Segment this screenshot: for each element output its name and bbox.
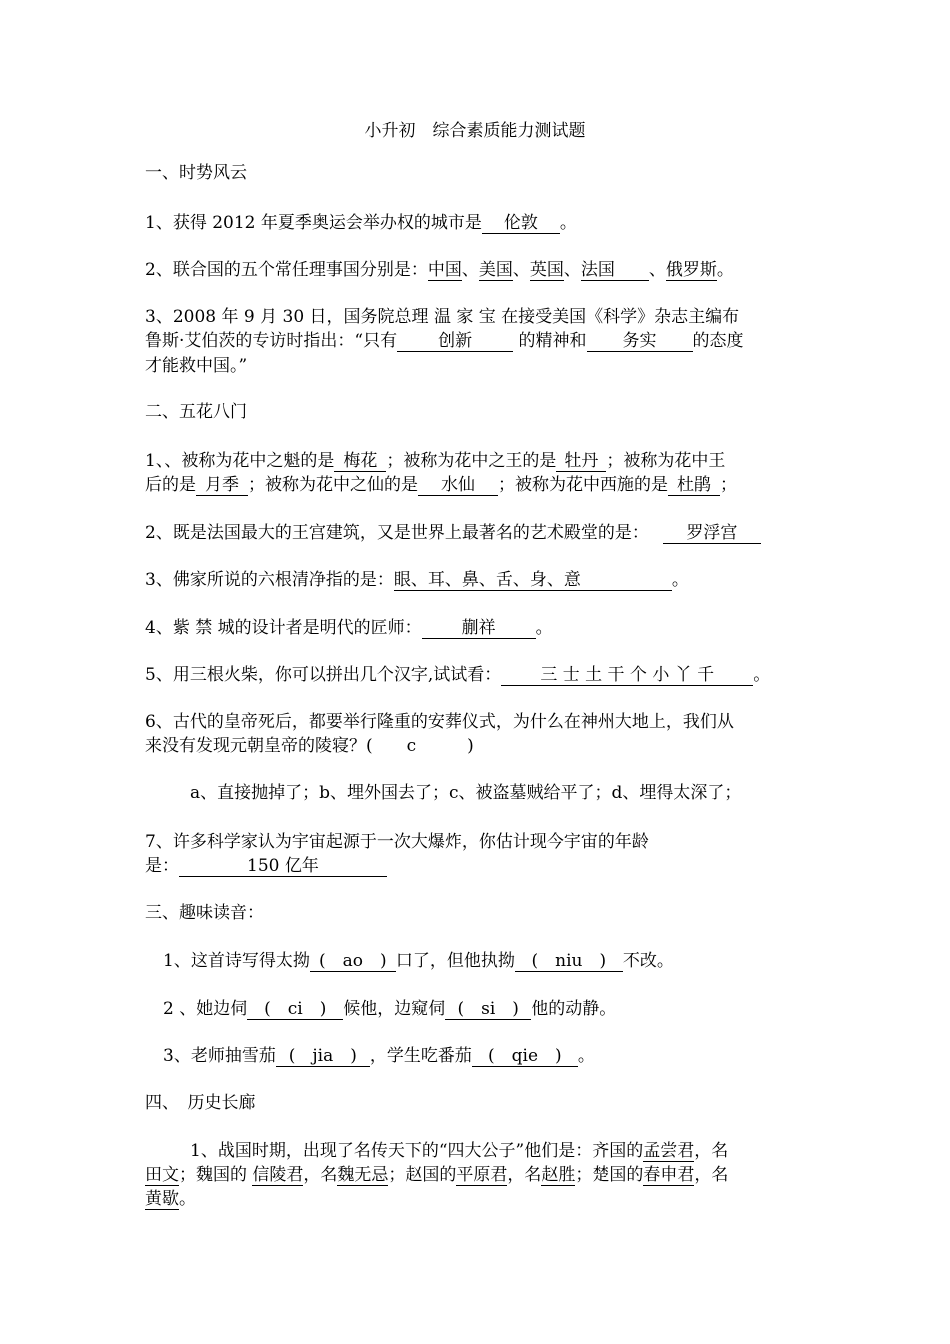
s1-q3-mid: 的精神和 — [518, 331, 587, 351]
s4-q1-chu: ；楚国的 — [575, 1165, 644, 1185]
s2-q2-answer: 罗浮宫 — [663, 523, 761, 544]
s1-q1-text: 1、获得 2012 年夏季奥运会举办权的城市是 — [145, 213, 482, 233]
s2-q3-text: 3、佛家所说的六根清净指的是： — [145, 570, 394, 590]
s2-q5-end: 。 — [753, 665, 771, 685]
section-3-heading: 三、趣味读音： — [145, 903, 264, 923]
s2-q7-answer: 150 亿年 — [179, 856, 387, 877]
s1-question-2 — [145, 259, 734, 281]
s1-q2-answer-2: 美国 — [478, 260, 513, 280]
s2-q2-text: 2、既是法国最大的王宫建筑，又是世界上最著名的艺术殿堂的是： — [145, 523, 649, 543]
s3-question-1 — [163, 950, 674, 972]
s2-q1-c: ；被称为花中王 — [606, 451, 726, 471]
s3-q2-text: 2 、她边伺 — [163, 999, 248, 1019]
s4-answer-mengchangjun: 孟尝君 — [643, 1141, 695, 1161]
s4-answer-huangxie: 黄歇 — [145, 1189, 179, 1209]
s1-q1-answer: 伦敦 — [482, 213, 560, 234]
s2-q7-line-2 — [145, 855, 387, 877]
s1-q2-end: 。 — [716, 260, 734, 280]
s2-q3-answer: 眼、耳、鼻、舌、身、意 — [394, 570, 672, 591]
s4-q1-ming: ，名 — [694, 1141, 729, 1161]
s2-q4-end: 。 — [535, 618, 553, 638]
s2-q1-answer-4: 水仙 — [418, 475, 498, 496]
s2-q1-e: ；被称为花中之仙的是 — [248, 475, 418, 495]
s3-question-3 — [163, 1045, 595, 1067]
sep: 、 — [512, 260, 530, 280]
s2-question-5 — [145, 664, 770, 686]
s2-q1-d: 后的是 — [145, 475, 196, 495]
s4-answer-chunshenjun: 春申君 — [643, 1165, 695, 1185]
s2-question-2 — [145, 522, 761, 544]
s2-q7-line-1: 7、许多科学家认为宇宙起源于一次大爆炸，你估计现今宇宙的年龄 — [145, 832, 649, 852]
s2-question-3 — [145, 569, 689, 591]
s4-q1-end: 。 — [179, 1189, 196, 1209]
s2-q5-text: 5、用三根火柴，你可以拼出几个汉字,试试看： — [145, 665, 502, 685]
s1-q3-text: 鲁斯·艾伯茨的专访时指出：“只有 — [145, 331, 398, 351]
s2-q1-g: ； — [720, 475, 737, 495]
s3-q1-mid: 口了，但他执拗 — [395, 951, 515, 971]
sep: 、 — [563, 260, 581, 280]
s3-q3-text: 3、老师抽雪茄 — [163, 1046, 276, 1066]
s3-question-2 — [163, 998, 616, 1020]
s3-q3-answer-2: ( qie ) — [472, 1046, 578, 1067]
s4-q1-text: 1、战国时期，出现了名传天下的“四大公子”他们是：齐国的 — [190, 1141, 644, 1161]
s3-q3-mid: ，学生吃番茄 — [369, 1046, 472, 1066]
s1-question-1 — [145, 212, 577, 234]
s2-q1-line-2 — [145, 474, 737, 496]
s1-q2-answer-5: 俄罗斯 — [665, 260, 717, 280]
s1-q2-text: 2、联合国的五个常任理事国分别是： — [145, 260, 428, 280]
s3-q3-answer-1: ( jia ) — [276, 1046, 370, 1067]
s4-q1-line-3 — [145, 1188, 196, 1210]
s1-q2-answer-4: 法国 — [581, 260, 649, 281]
s4-answer-weiwuji: 魏无忌 — [337, 1165, 389, 1185]
s4-answer-xinlingjun: 信陵君 — [252, 1165, 304, 1185]
s3-q3-end: 。 — [577, 1046, 595, 1066]
s2-q3-end: 。 — [671, 570, 689, 590]
s2-q1-answer-3: 月季 — [196, 475, 248, 496]
s2-q1-line-1 — [145, 450, 725, 472]
s2-q1-answer-2: 牡丹 — [556, 451, 606, 472]
s4-answer-tianwen: 田文 — [145, 1165, 179, 1185]
s2-q6-line-1: 6、古代的皇帝死后，都要举行隆重的安葬仪式，为什么在神州大地上，我们从 — [145, 712, 734, 732]
section-4-heading: 四、 历史长廊 — [145, 1093, 256, 1113]
s2-q1-text: 1、、被称为花中之魁的是 — [145, 451, 335, 471]
s1-q1-end: 。 — [559, 213, 577, 233]
s3-q1-answer-2: ( niu ) — [515, 951, 623, 972]
s1-q3-line-1: 3、2008 年 9 月 30 日，国务院总理 温 家 宝 在接受美国《科学》杂志主编布 — [145, 307, 740, 327]
s1-q3-line-2 — [145, 330, 744, 352]
s3-q2-mid: 候他，边窥伺 — [343, 999, 446, 1019]
s2-q1-b: ；被称为花中之王的是 — [386, 451, 557, 471]
s1-q2-answer-3: 英国 — [529, 260, 564, 280]
s1-q2-answer-1: 中国 — [427, 260, 462, 280]
s3-q1-answer-1: ( ao ) — [310, 951, 396, 972]
s4-answer-zhaosheng: 赵胜 — [541, 1165, 576, 1185]
s4-q1-line-2 — [145, 1164, 728, 1186]
s3-q1-end: 不改。 — [622, 951, 674, 971]
s4-q1-ming: ，名 — [303, 1165, 338, 1185]
s4-q1-zhao: ；赵国的 — [388, 1165, 457, 1185]
s2-q1-answer-5: 杜鹃 — [668, 475, 720, 496]
sep: 、 — [461, 260, 479, 280]
s2-q4-answer: 蒯祥 — [422, 618, 536, 639]
s3-q2-end: 他的动静。 — [531, 999, 617, 1019]
s3-q2-answer-1: ( ci ) — [247, 999, 343, 1020]
s3-q2-answer-2: ( si ) — [445, 999, 531, 1020]
sep: 、 — [648, 260, 666, 280]
s2-q6-options: a、直接抛掉了；b、埋外国去了；c、被盗墓贼给平了；d、埋得太深了； — [190, 783, 742, 803]
s4-q1-ming: ，名 — [507, 1165, 542, 1185]
s1-q3-answer-1: 创新 — [397, 331, 513, 352]
s4-q1-line-1 — [190, 1140, 728, 1162]
section-1-heading: 一、时势风云 — [145, 163, 247, 183]
page-title: 小升初 综合素质能力测试题 — [364, 121, 586, 141]
s2-q1-answer-1: 梅花 — [334, 451, 386, 472]
s4-q1-wei: ；魏国的 — [179, 1165, 247, 1185]
s2-question-4 — [145, 617, 553, 639]
s2-q5-answer: 三 士 土 干 个 小 丫 千 — [501, 665, 753, 686]
s2-q1-f: ；被称为花中西施的是 — [498, 475, 668, 495]
s4-answer-pingyuanjun: 平原君 — [456, 1165, 508, 1185]
s1-q3-end: 的态度 — [692, 331, 744, 351]
s4-q1-ming: ，名 — [694, 1165, 729, 1185]
s1-q3-answer-2: 务实 — [587, 331, 693, 352]
s1-q3-line-3: 才能救中国。” — [145, 356, 248, 376]
section-2-heading: 二、五花八门 — [145, 402, 247, 422]
s2-q7-text: 是： — [145, 856, 179, 876]
s2-q6-line-2: 来没有发现元朝皇帝的陵寝？( c ) — [145, 736, 474, 756]
s2-q4-text: 4、紫 禁 城的设计者是明代的匠师： — [145, 618, 422, 638]
s3-q1-text: 1、这首诗写得太拗 — [163, 951, 310, 971]
